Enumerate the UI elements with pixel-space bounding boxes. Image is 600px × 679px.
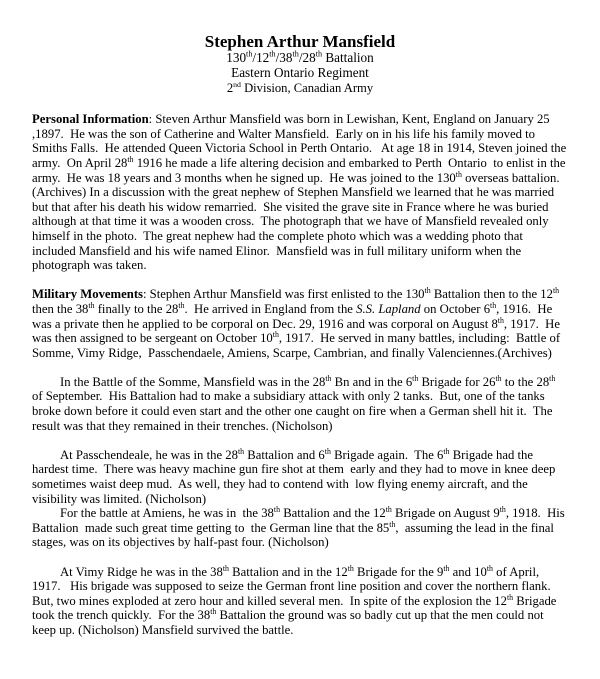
paragraph-passchendaele: At Passchendeale, he was in the 28th Battalion and 6th Brigade again. The 6th Brigade had the hardest time. There was heavy machine gun fire shot at them early and they had to move in knee deep sometimes waist deep mud. As well, they had to contend with low flying enemy aircraft, and the visibility was limited. (Nicholson) xyxy=(32,446,559,506)
paragraph-military-movements: Military Movements: Stephen Arthur Mansfield was first enlisted to the 130th Battalion then to the 12th then the 38th finally to the 28th. He arrived in England from the S.S. Lapland on October 6th, 1916. He was a private then he applied to be corporal on Dec. 29, 1916 and was corporal on August 8th, 1917. He was then assigned to be sergeant on October 10th, 1917. He served in many battles, including: Battle of Somme, Vimy Ridge, Passchendaele, Amiens, Scarpe, Cambrian, and finally Valenciennes.(Archives) xyxy=(32,286,564,360)
regiment-line: Eastern Ontario Regiment xyxy=(231,64,369,80)
paragraph-personal-information: Personal Information: Steven Arthur Mansfield was born in Lewishan, Kent, England on January 25 ,1897. He was the son of Catherine and Walter Mansfield. Early on in his life his family moved to Smiths Falls. He attended Queen Victoria School in Perth Ontario. At age 18 in 1914, Steven joined the army. On April 28th 1916 he made a life altering decision and embarked to Perth Ontario to enlist in the army. He was 18 years and 3 months when he signed up. He was joined to the 130th overseas battalion.(Archives) In a discussion with the great nephew of Stephen Mansfield we learned that he was married but that after his death his widow remarried. She visited the grave site in France where he was buried although at that time it was a wooden cross. The photograph that we have of Mansfield revealed only himself in the photo. The great nephew had the complete photo which was a wedding photo that included Mansfield and his wife named Elinor. Mansfield was in full military uniform when the photograph was taken. xyxy=(32,112,570,273)
document-title: Stephen Arthur Mansfield xyxy=(204,32,396,51)
document-header xyxy=(32,32,568,95)
division-line: 2nd Division, Canadian Army xyxy=(226,79,374,95)
document-body xyxy=(32,112,568,637)
paragraph-battle-of-somme: In the Battle of the Somme, Mansfield was in the 28th Bn and in the 6th Brigade for 26th to the 28th of September. His Battalion had to make a subsidiary attack with only 2 tanks. But, one of the tanks broke down before it could even start and the other one caught on fire when a German shell hit it. The result was that they remained in their trenches. (Nicholson) xyxy=(32,373,559,433)
paragraph-vimy-ridge: At Vimy Ridge he was in the 38th Battalion and in the 12th Brigade for the 9th and 10th of April, 1917. His brigade was supposed to seize the German front line position and cover the northern flank. But, two mines exploded at zero hour and killed several men. In spite of the explosion the 12th Brigade took the trench quickly. For the 38th Battalion the ground was so badly cut up that the men could not keep up. (Nicholson) Mansfield survived the battle. xyxy=(32,563,560,637)
paragraph-amiens: For the battle at Amiens, he was in the 38th Battalion and the 12th Brigade on August 9th, 1918. His Battalion made such great time getting to the German line that the 85th, assuming the lead in the final stages, was on its objectives by half-past four. (Nicholson) xyxy=(32,504,568,550)
battalion-line: 130th/12th/38th/28th Battalion xyxy=(226,49,374,65)
